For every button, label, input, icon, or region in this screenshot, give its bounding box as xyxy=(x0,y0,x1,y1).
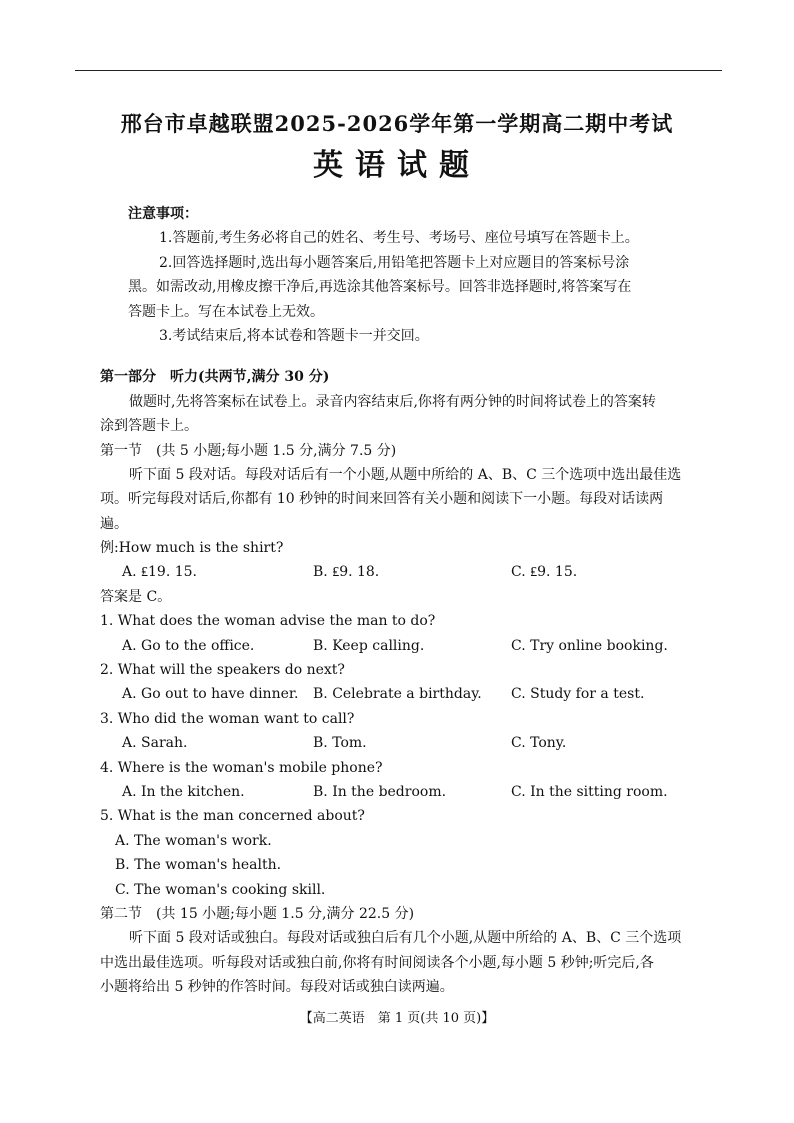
section1-instructions: 听下面 5 段对话。每段对话后有一个小题,从题中所给的 A、B、C 三个选项中选出最佳选 xyxy=(129,466,682,483)
notice-item: 黑。如需改动,用橡皮擦干净后,再选涂其他答案标号。回答非选择题时,将答案写在 xyxy=(128,279,632,296)
page-content xyxy=(100,202,710,1000)
section2-title: 第二节 (共 15 小题;每小题 1.5 分,满分 22.5 分) xyxy=(100,905,415,922)
question-4: 4. Where is the woman's mobile phone? xyxy=(100,759,383,776)
example-answer: 答案是 C。 xyxy=(100,588,172,605)
option-c: C. In the sitting room. xyxy=(511,783,668,800)
example-options xyxy=(100,560,710,584)
section2-instructions: 听下面 5 段对话或独白。每段对话或独白后有几个小题,从题中所给的 A、B、C 三个选项 xyxy=(129,930,682,947)
option-b: B. In the bedroom. xyxy=(313,783,447,800)
notice-item: 2.回答选择题时,选出每小题答案后,用铅笔把答题卡上对应题目的答案标号涂 xyxy=(159,254,630,271)
section1-instructions: 项。听完每段对话后,你都有 10 秒钟的时间来回答有关小题和阅读下一小题。每段对话读两 xyxy=(100,491,664,508)
page-footer: 【高二英语 第 1 页(共 10 页)】 xyxy=(299,1011,495,1026)
option-c: C. Tony. xyxy=(511,735,567,752)
option-c: C. Study for a test. xyxy=(511,686,645,703)
section2-instructions: 小题将给出 5 秒钟的作答时间。每段对话或独白读两遍。 xyxy=(100,979,454,996)
question-2: 2. What will the speakers do next? xyxy=(100,662,345,679)
option-b: B. Keep calling. xyxy=(313,637,425,654)
notice-item: 答题卡上。写在本试卷上无效。 xyxy=(128,303,324,320)
option-a: A. The woman's work. xyxy=(115,832,272,849)
notice-item: 3.考试结束后,将本试卷和答题卡一并交回。 xyxy=(159,327,429,344)
question-5: 5. What is the man concerned about? xyxy=(100,808,365,825)
question-4-options xyxy=(100,780,710,804)
example-question: 例:How much is the shirt? xyxy=(100,540,284,557)
option-b: B. Celebrate a birthday. xyxy=(313,686,482,703)
notice-heading: 注意事项： xyxy=(128,206,198,222)
top-rule xyxy=(75,70,722,71)
option-a: A. In the kitchen. xyxy=(122,783,245,800)
notice-item: 1.答题前,考生务必将自己的姓名、考生号、考场号、座位号填写在答题卡上。 xyxy=(159,230,639,247)
option-c: C. Try online booking. xyxy=(511,637,668,654)
section1-instructions: 遍。 xyxy=(100,515,128,532)
exam-title: 邢台市卓越联盟2025-2026学年第一学期高二期中考试 xyxy=(120,111,674,136)
part1-title: 第一部分 听力(共两节,满分 30 分) xyxy=(100,369,330,386)
question-3: 3. Who did the woman want to call? xyxy=(100,710,355,727)
question-1-options xyxy=(100,634,710,658)
option-a: A. ₤19. 15. xyxy=(122,564,197,581)
question-1: 1. What does the woman advise the man to do? xyxy=(100,613,436,630)
option-b: B. The woman's health. xyxy=(115,857,282,874)
section2-instructions: 中选出最佳选项。听每段对话或独白前,你将有时间阅读各个小题,每小题 5 秒钟;听完后,各 xyxy=(100,954,654,971)
option-c: C. ₤9. 15. xyxy=(511,564,578,581)
option-b: B. ₤9. 18. xyxy=(313,564,380,581)
part1-intro: 做题时,先将答案标在试卷上。录音内容结束后,你将有两分钟的时间将试卷上的答案转 xyxy=(129,393,656,410)
part1-intro: 涂到答题卡上。 xyxy=(100,418,198,435)
option-a: A. Go out to have dinner. xyxy=(122,686,299,703)
option-b: B. Tom. xyxy=(313,735,367,752)
section1-title: 第一节 (共 5 小题;每小题 1.5 分,满分 7.5 分) xyxy=(100,442,397,459)
subject-title: 英语试题 xyxy=(313,148,481,183)
option-c: C. The woman's cooking skill. xyxy=(115,881,326,898)
question-2-options xyxy=(100,682,710,706)
option-a: A. Go to the office. xyxy=(122,637,255,654)
option-a: A. Sarah. xyxy=(122,735,188,752)
question-3-options xyxy=(100,731,710,755)
